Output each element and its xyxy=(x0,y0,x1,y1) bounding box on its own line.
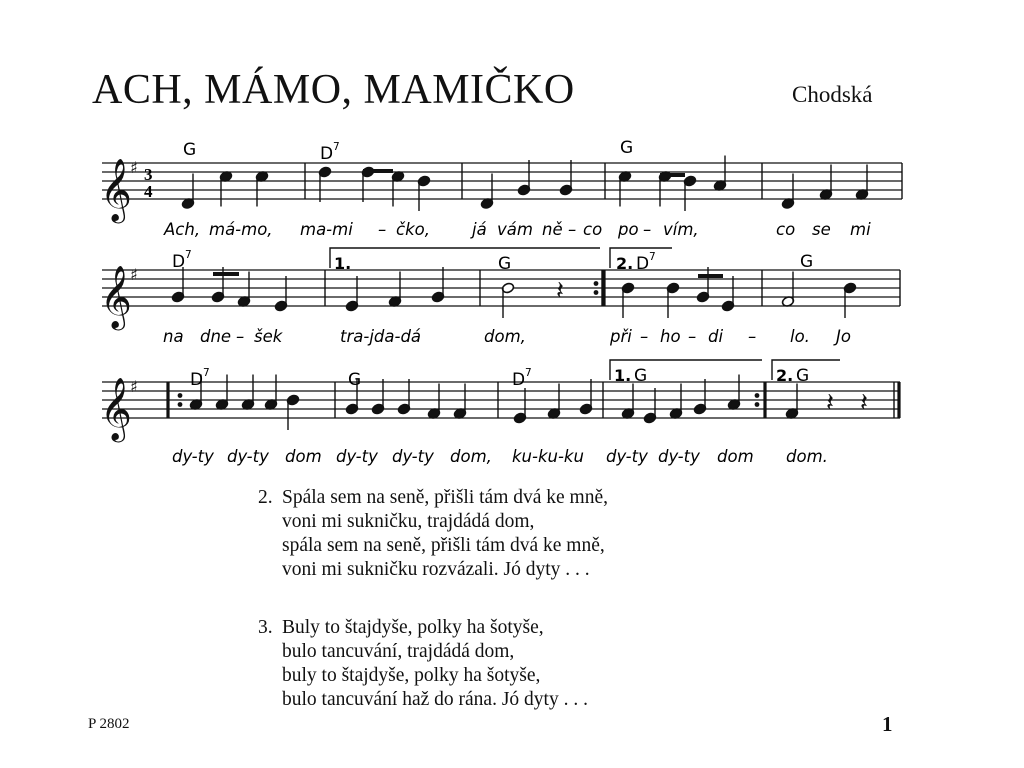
verse-number: 2. xyxy=(258,487,273,508)
verse-number: 3. xyxy=(258,617,273,638)
lyric: – xyxy=(236,327,245,346)
lyric: – xyxy=(568,220,577,239)
repeat-dot xyxy=(178,393,183,398)
verse-line: spála sem na seně, přišli tám dvá ke mně, xyxy=(282,535,605,556)
lyric: po xyxy=(618,220,639,239)
time-signature-bottom: 4 xyxy=(144,182,153,201)
lyric: co xyxy=(583,220,603,239)
key-sharp: ♯ xyxy=(130,377,138,396)
chord-symbol: D xyxy=(320,144,334,164)
chord-symbol: D xyxy=(636,254,650,274)
lyric: dy-ty xyxy=(336,447,378,466)
quarter-rest: 𝄽 xyxy=(860,388,868,418)
verse-line: voni mi sukničku, trajdádá dom, xyxy=(282,511,535,532)
lyric: dom xyxy=(285,447,322,466)
chord-superscript: 7 xyxy=(203,367,210,379)
chord-symbol: G xyxy=(796,366,810,386)
lyric: má-mo, xyxy=(209,220,273,239)
quarter-rest: 𝄽 xyxy=(826,388,834,418)
chord-symbol: G xyxy=(800,252,814,272)
chord-superscript: 7 xyxy=(185,249,192,261)
repeat-dot xyxy=(755,402,760,407)
lyric: šek xyxy=(254,327,283,346)
lyric: vám xyxy=(497,220,533,239)
lyric: dne xyxy=(200,327,232,346)
verse-2 xyxy=(258,486,608,582)
treble-clef: 𝄞 xyxy=(100,158,132,221)
time-signature-top: 3 xyxy=(144,165,153,184)
page-number: 1 xyxy=(882,712,893,736)
lyric: tra-jda-dá xyxy=(340,327,422,346)
lyric: se xyxy=(812,220,831,239)
treble-clef: 𝄞 xyxy=(100,377,132,440)
lyric: lo. xyxy=(790,327,810,346)
lyric: já xyxy=(472,220,487,239)
verse-line: buly to štajdyše, polky ha šotyše, xyxy=(282,665,541,686)
lyric: dy-ty xyxy=(227,447,269,466)
repeat-dot xyxy=(755,393,760,398)
lyric: ně xyxy=(542,220,563,239)
ending-bracket xyxy=(330,248,600,268)
lyric: dy-ty xyxy=(606,447,648,466)
chord-symbol: G xyxy=(498,254,512,274)
chord-symbol: G xyxy=(183,140,197,160)
verse-line: Spála sem na seně, přišli tám dvá ke mně, xyxy=(282,487,608,508)
chord-symbol: G xyxy=(620,138,634,158)
repeat-dot xyxy=(594,281,599,286)
lyric: dy-ty xyxy=(658,447,700,466)
quarter-rest: 𝄽 xyxy=(556,276,564,306)
lyric: – xyxy=(688,327,697,346)
chord-superscript: 7 xyxy=(525,367,532,379)
lyric: ho xyxy=(660,327,681,346)
verse-line: voni mi sukničku rozvázali. Jó dyty . . . xyxy=(282,559,590,580)
lyric: dy-ty xyxy=(172,447,214,466)
lyric: při xyxy=(610,327,632,346)
ending-label: 1. xyxy=(334,254,352,273)
chord-symbol: D xyxy=(190,370,204,390)
ending-label: 1. xyxy=(614,366,632,385)
lyric: dom, xyxy=(484,327,526,346)
chord-symbol: G xyxy=(634,366,648,386)
verse-line: bulo tancuvání haž do rána. Jó dyty . . . xyxy=(282,689,588,710)
chord-symbol: G xyxy=(348,370,362,390)
lyric: Jo xyxy=(836,327,851,346)
lyric: vím, xyxy=(663,220,699,239)
verse-line: Buly to štajdyše, polky ha šotyše, xyxy=(282,617,544,638)
repeat-dot xyxy=(178,402,183,407)
lyric: – xyxy=(640,327,649,346)
key-sharp: ♯ xyxy=(130,265,138,284)
treble-clef: 𝄞 xyxy=(100,265,132,328)
verse-line: bulo tancuvání, trajdádá dom, xyxy=(282,641,515,662)
song-origin: Chodská xyxy=(792,82,873,107)
lyric: mi xyxy=(850,220,871,239)
chord-superscript: 7 xyxy=(649,251,656,263)
lyric: Ach, xyxy=(164,220,201,239)
lyric: co xyxy=(776,220,796,239)
lyric: di xyxy=(708,327,724,346)
lyric: na xyxy=(163,327,184,346)
chord-symbol: D xyxy=(512,370,526,390)
song-title: ACH, MÁMO, MAMIČKO xyxy=(92,67,575,113)
chord-symbol: D xyxy=(172,252,186,272)
lyric: dom xyxy=(717,447,754,466)
chord-superscript: 7 xyxy=(333,141,340,153)
catalog-number: P 2802 xyxy=(88,716,130,732)
lyric: čko, xyxy=(396,220,430,239)
lyric: dom. xyxy=(786,447,828,466)
repeat-dot xyxy=(594,290,599,295)
lyric: ma-mi xyxy=(300,220,353,239)
ending-label: 2. xyxy=(616,254,634,273)
ending-label: 2. xyxy=(776,366,794,385)
verse-3 xyxy=(258,616,588,712)
lyric: – xyxy=(748,327,757,346)
lyric: ku-ku-ku xyxy=(512,447,584,466)
key-sharp: ♯ xyxy=(130,158,138,177)
lyric: dom, xyxy=(450,447,492,466)
lyric: – xyxy=(378,220,387,239)
lyric: dy-ty xyxy=(392,447,434,466)
lyric: – xyxy=(643,220,652,239)
